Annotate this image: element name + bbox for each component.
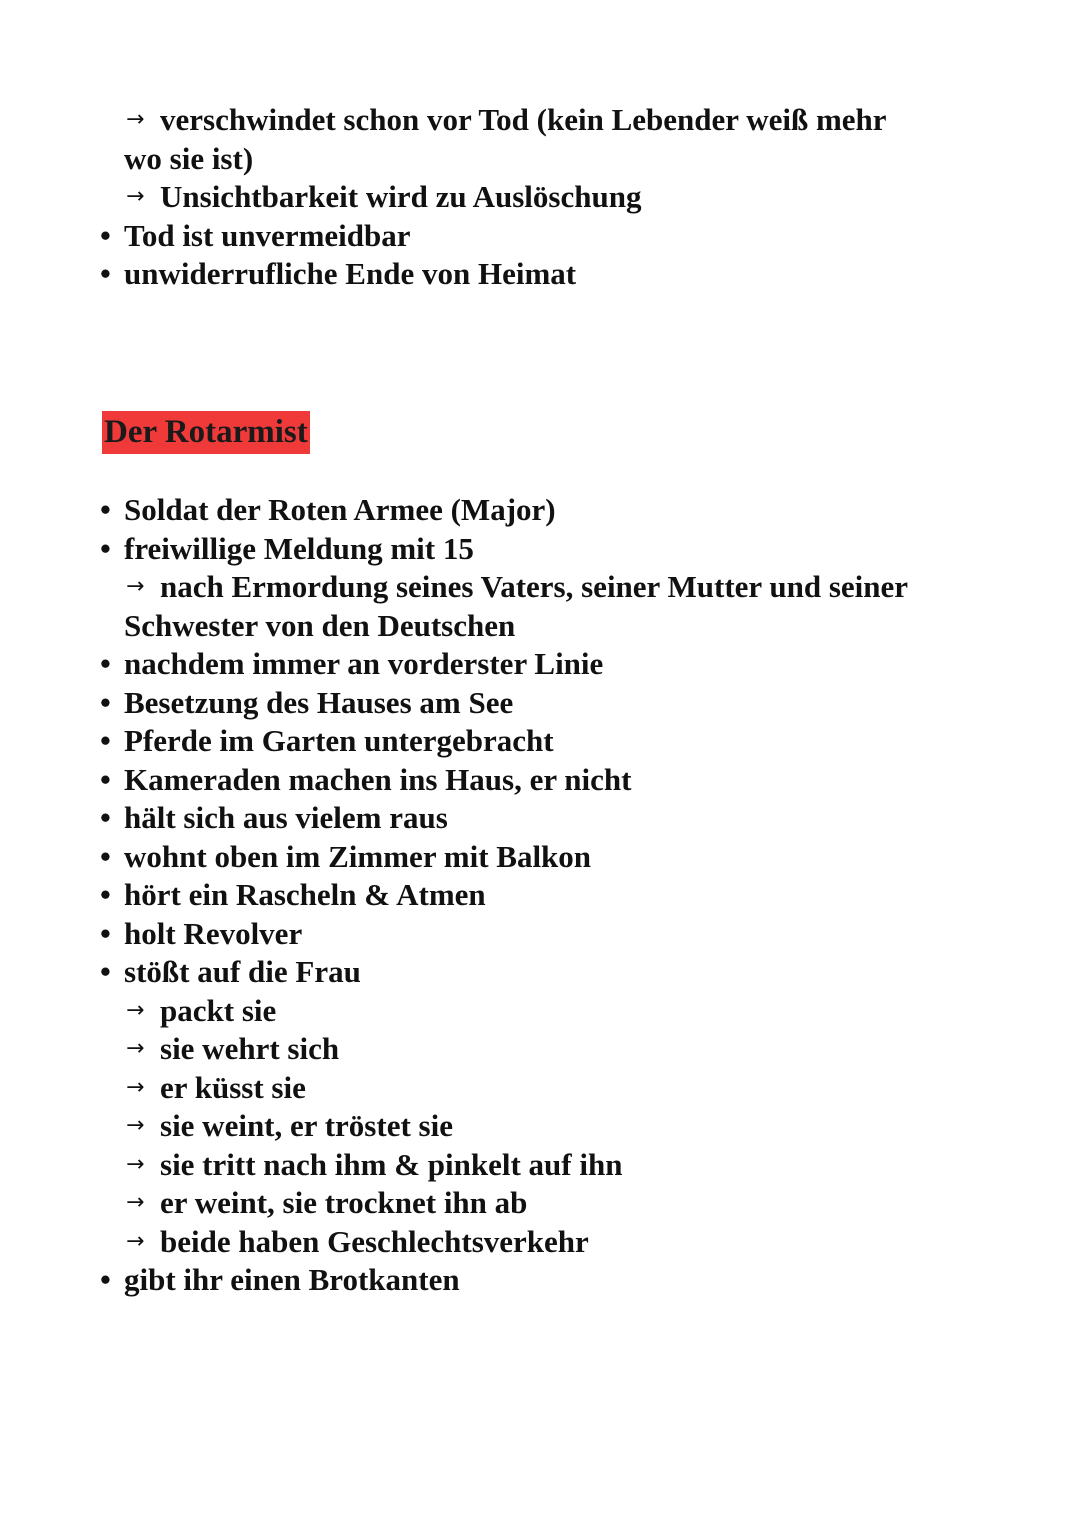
arrow-subitem — [0, 992, 1080, 1031]
bullet-text: stößt auf die Frau — [124, 954, 361, 989]
arrow-text: er weint, sie trocknet ihn ab — [160, 1185, 528, 1220]
arrow-icon: → — [126, 1228, 145, 1254]
section-heading: Der Rotarmist — [102, 411, 310, 454]
bullet-icon: • — [100, 838, 111, 874]
arrow-text: sie wehrt sich — [160, 1031, 340, 1066]
bullet-icon: • — [100, 954, 111, 989]
arrow-icon: → — [126, 1036, 145, 1061]
arrow-subitem — [0, 1030, 1080, 1069]
arrow-subitem — [0, 1184, 1080, 1223]
arrow-subitem — [0, 568, 1080, 607]
bullet-icon: • — [100, 915, 111, 951]
arrow-text: sie weint, er tröstet sie — [160, 1108, 453, 1143]
arrow-subitem — [0, 1146, 1080, 1185]
bullet-icon: • — [100, 530, 111, 566]
notes-main-section — [0, 491, 1080, 1300]
arrow-icon: → — [126, 1113, 145, 1138]
bullet-icon: • — [100, 1262, 111, 1297]
bullet-item — [0, 838, 1080, 877]
arrow-subitem — [0, 101, 1080, 140]
bullet-item — [0, 953, 1080, 992]
bullet-item — [0, 530, 1080, 569]
bullet-text: unwiderrufliche Ende von Heimat — [124, 256, 577, 291]
arrow-icon: → — [126, 997, 145, 1023]
arrow-subitem — [0, 1107, 1080, 1146]
continuation-text: wo sie ist) — [124, 140, 254, 176]
bullet-item — [0, 761, 1080, 800]
bullet-text: freiwillige Meldung mit 15 — [124, 530, 474, 566]
arrow-icon: → — [126, 1151, 145, 1177]
continuation-text: Schwester von den Deutschen — [124, 607, 516, 643]
bullet-icon: • — [100, 800, 111, 835]
arrow-subitem — [0, 178, 1080, 217]
bullet-item — [0, 876, 1080, 915]
arrow-subitem — [0, 1223, 1080, 1262]
bullet-text: Pferde im Garten untergebracht — [124, 723, 554, 758]
bullet-text: Besetzung des Hauses am See — [124, 684, 514, 720]
bullet-icon: • — [100, 723, 111, 758]
arrow-text: er küsst sie — [160, 1069, 306, 1105]
arrow-icon: → — [126, 1074, 145, 1100]
bullet-icon: • — [100, 256, 111, 291]
bullet-text: gibt ihr einen Brotkanten — [124, 1262, 460, 1297]
arrow-text: Unsichtbarkeit wird zu Auslöschung — [160, 179, 642, 214]
bullet-item — [0, 722, 1080, 761]
arrow-icon: → — [126, 107, 145, 132]
bullet-text: hört ein Rascheln & Atmen — [124, 877, 486, 912]
arrow-text: verschwindet schon vor Tod (kein Lebender weiß mehr — [160, 102, 887, 137]
bullet-text: Soldat der Roten Armee (Major) — [124, 492, 556, 527]
bullet-text: Tod ist unvermeidbar — [124, 217, 411, 253]
arrow-text: sie tritt nach ihm & pinkelt auf ihn — [160, 1146, 623, 1182]
bullet-icon: • — [100, 492, 111, 527]
arrow-text: nach Ermordung seines Vaters, seiner Mutter und seiner — [160, 569, 909, 604]
bullet-item — [0, 491, 1080, 530]
bullet-item — [0, 255, 1080, 294]
arrow-text: beide haben Geschlechtsverkehr — [160, 1223, 589, 1259]
bullet-icon: • — [100, 684, 111, 720]
arrow-icon: → — [126, 1190, 145, 1215]
bullet-icon: • — [100, 761, 111, 797]
arrow-icon: → — [126, 184, 145, 209]
bullet-item — [0, 684, 1080, 723]
bullet-text: holt Revolver — [124, 915, 303, 951]
continuation-line — [0, 607, 1080, 646]
bullet-item — [0, 915, 1080, 954]
bullet-item — [0, 645, 1080, 684]
continuation-line — [0, 140, 1080, 179]
bullet-text: hält sich aus vielem raus — [124, 800, 448, 835]
bullet-item — [0, 217, 1080, 256]
notes-top-section — [0, 101, 1080, 294]
bullet-icon: • — [100, 217, 111, 253]
bullet-item — [0, 1261, 1080, 1300]
arrow-subitem — [0, 1069, 1080, 1108]
bullet-text: nachdem immer an vorderster Linie — [124, 646, 604, 681]
bullet-icon: • — [100, 646, 111, 681]
arrow-text: packt sie — [160, 992, 277, 1028]
bullet-text: Kameraden machen ins Haus, er nicht — [124, 761, 632, 797]
bullet-text: wohnt oben im Zimmer mit Balkon — [124, 838, 592, 874]
arrow-icon: → — [126, 574, 145, 599]
bullet-icon: • — [100, 877, 111, 912]
bullet-item — [0, 799, 1080, 838]
